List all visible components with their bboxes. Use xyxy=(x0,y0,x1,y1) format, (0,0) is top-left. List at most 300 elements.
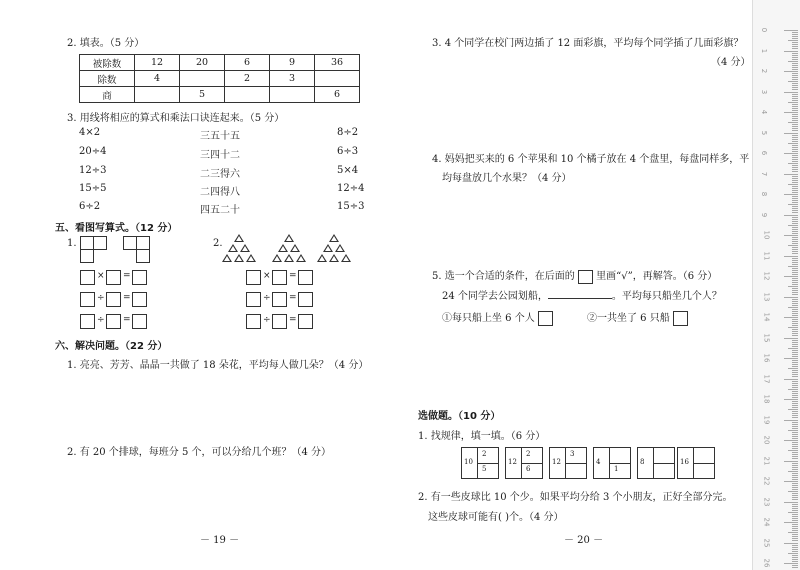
ruler-tick xyxy=(792,233,798,234)
check-box-sample xyxy=(578,270,593,284)
page-number-left: － 19 － xyxy=(200,535,240,546)
problem-5-text-b: 里画“√”，再解答。（6 分） xyxy=(596,271,718,282)
square-shape xyxy=(123,236,137,250)
table-cell[interactable] xyxy=(270,87,315,103)
ruler-tick xyxy=(792,171,798,172)
option-2-checkbox[interactable] xyxy=(673,311,688,326)
ruler-tick xyxy=(788,553,798,554)
ruler-tick xyxy=(792,217,798,218)
table-cell: 6 xyxy=(315,87,360,103)
ruler-tick xyxy=(784,522,798,523)
ruler-number: 20 xyxy=(762,435,771,445)
ruler-number: 5 xyxy=(760,130,769,135)
equals-sign: = xyxy=(289,271,297,281)
ruler-tick xyxy=(792,350,798,351)
ruler-tick xyxy=(792,311,798,312)
optional-section-title: 选做题。（10 分） xyxy=(418,411,501,422)
ruler-tick xyxy=(784,379,798,380)
ruler-tick xyxy=(784,543,798,544)
ruler-tick xyxy=(792,221,798,222)
match-item: 6÷2 xyxy=(79,201,101,212)
ruler-tick xyxy=(792,108,798,109)
ruler-tick xyxy=(784,461,798,462)
ruler-tick xyxy=(792,165,798,166)
match-item: 15÷3 xyxy=(337,201,365,212)
ruler-tick xyxy=(792,186,798,187)
ruler-tick xyxy=(792,469,798,470)
ruler-tick xyxy=(792,303,798,304)
ruler-number: 11 xyxy=(762,251,771,260)
ruler-tick xyxy=(792,452,798,453)
ruler-tick xyxy=(792,67,798,68)
ruler-tick xyxy=(792,63,798,64)
ruler-tick xyxy=(788,327,798,328)
ruler-tick xyxy=(792,251,798,252)
problem-3-score: （4 分） xyxy=(711,57,751,68)
triangle-shape xyxy=(296,254,306,262)
ruler-tick xyxy=(792,428,798,429)
ruler-number: 10 xyxy=(762,230,771,240)
ruler-number: 25 xyxy=(762,538,771,547)
ruler-tick xyxy=(784,133,798,134)
pattern-box[interactable]: 12 3 xyxy=(549,447,587,479)
match-item: 12÷3 xyxy=(79,165,107,176)
ruler-tick xyxy=(792,493,798,494)
answer-box[interactable] xyxy=(132,314,147,329)
match-item: 二四得八 xyxy=(200,187,240,198)
ruler-tick xyxy=(792,393,798,394)
ruler-tick xyxy=(788,409,798,410)
pattern-box[interactable]: 16 xyxy=(677,447,715,479)
ruler-tick xyxy=(784,399,798,400)
optional-q2-line2: 这些皮球可能有( )个。（4 分） xyxy=(428,512,564,523)
equals-sign: = xyxy=(289,293,297,303)
ruler-tick xyxy=(792,413,798,414)
ruler-tick xyxy=(792,538,798,539)
ruler-tick xyxy=(792,36,798,37)
triangle-shape xyxy=(284,234,294,242)
ruler-tick xyxy=(792,124,798,125)
option-2-label: ②一共坐了 6 只船 xyxy=(587,313,670,324)
ruler-tick xyxy=(784,420,798,421)
ruler-tick xyxy=(792,155,798,156)
ruler-number: 15 xyxy=(762,333,771,342)
answer-box[interactable] xyxy=(80,314,95,329)
ruler-tick xyxy=(792,137,798,138)
table-cell[interactable] xyxy=(180,71,225,87)
ruler-tick xyxy=(792,305,798,306)
ruler-tick xyxy=(792,272,798,273)
ruler-tick xyxy=(792,94,798,95)
ruler-tick xyxy=(784,481,798,482)
table-cell: 36 xyxy=(315,55,360,71)
ruler-tick xyxy=(792,411,798,412)
table-row xyxy=(80,71,360,87)
ruler-tick xyxy=(792,42,798,43)
row-header: 商 xyxy=(80,87,135,103)
option-1 xyxy=(442,309,553,326)
ruler-tick xyxy=(792,463,798,464)
ruler-tick xyxy=(784,71,798,72)
answer-box[interactable] xyxy=(272,292,287,307)
ruler-tick xyxy=(792,524,798,525)
row-header: 被除数 xyxy=(80,55,135,71)
ruler-tick xyxy=(792,383,798,384)
divide-sign: ÷ xyxy=(97,315,105,325)
ruler-number: 19 xyxy=(762,415,771,424)
ruler-tick xyxy=(792,149,798,150)
answer-box[interactable] xyxy=(246,292,261,307)
optional-q2-line1: 2. 有一些皮球比 10 个少。如果平均分给 3 个小朋友，正好全部分完。 xyxy=(418,492,733,503)
square-shape xyxy=(136,236,150,250)
ruler-tick xyxy=(792,223,798,224)
ruler-tick xyxy=(792,446,798,447)
row-header: 除数 xyxy=(80,71,135,87)
match-item: 二三得六 xyxy=(200,169,240,180)
times-sign: × xyxy=(263,271,271,281)
ruler-number: 4 xyxy=(760,109,769,115)
ruler-tick xyxy=(788,450,798,451)
problem-5-line1 xyxy=(432,267,717,284)
match-item: 8÷2 xyxy=(337,127,359,138)
ruler-tick xyxy=(788,143,798,144)
triangle-shape xyxy=(317,254,327,262)
ruler-tick xyxy=(792,126,798,127)
answer-box[interactable] xyxy=(106,292,121,307)
ruler-tick xyxy=(792,354,798,355)
match-item: 4×2 xyxy=(79,127,101,138)
ruler-tick xyxy=(792,321,798,322)
ruler-tick xyxy=(792,374,798,375)
ruler-tick xyxy=(792,555,798,556)
ruler-tick xyxy=(792,190,798,191)
ruler-tick xyxy=(784,51,798,52)
ruler-tick xyxy=(792,167,798,168)
ruler-tick xyxy=(792,44,798,45)
triangle-shape xyxy=(246,254,256,262)
triangle-shape xyxy=(222,254,232,262)
ruler-tick xyxy=(792,65,798,66)
ruler-tick xyxy=(788,102,798,103)
ruler-tick xyxy=(792,169,798,170)
ruler-tick xyxy=(784,502,798,503)
ruler-tick xyxy=(792,567,798,568)
ruler-tick xyxy=(792,329,798,330)
ruler-tick xyxy=(792,565,798,566)
ruler-tick xyxy=(792,188,798,189)
ruler-tick xyxy=(792,530,798,531)
ruler-tick xyxy=(792,253,798,254)
ruler-tick xyxy=(792,98,798,99)
answer-box[interactable] xyxy=(298,314,313,329)
ruler-tick xyxy=(792,325,798,326)
ruler-tick xyxy=(792,438,798,439)
ruler-tick xyxy=(792,403,798,404)
answer-box[interactable] xyxy=(272,314,287,329)
problem-3: 3. 4 个同学在校门两边插了 12 面彩旗，平均每个同学插了几面彩旗？ xyxy=(432,38,744,49)
answer-box[interactable] xyxy=(80,292,95,307)
ruler-tick xyxy=(792,424,798,425)
match-item: 5×4 xyxy=(337,165,359,176)
ruler-number: 22 xyxy=(762,476,771,486)
ruler-number: 6 xyxy=(760,150,769,156)
ruler-tick xyxy=(792,434,798,435)
ruler-tick xyxy=(792,79,798,80)
ruler-tick xyxy=(792,497,798,498)
ruler-tick xyxy=(792,161,798,162)
table-cell[interactable] xyxy=(225,87,270,103)
ruler-tick xyxy=(792,294,798,295)
ruler-tick xyxy=(792,391,798,392)
ruler-tick xyxy=(788,389,798,390)
ruler-tick xyxy=(788,81,798,82)
ruler-tick xyxy=(792,106,798,107)
ruler-tick xyxy=(792,561,798,562)
table-cell: 4 xyxy=(135,71,180,87)
page-number-right: － 20 － xyxy=(564,535,604,546)
ruler-tick xyxy=(792,352,798,353)
ruler-tick xyxy=(792,381,798,382)
ruler-tick xyxy=(784,112,798,113)
ruler-tick xyxy=(792,247,798,248)
ruler-tick xyxy=(784,256,798,257)
problem-5-text-d: 。平均每只船坐几个人？ xyxy=(611,291,722,302)
table-cell: 3 xyxy=(270,71,315,87)
ruler-tick xyxy=(792,510,798,511)
ruler-tick xyxy=(792,454,798,455)
option-1-label: ①每只船上坐 6 个人 xyxy=(442,313,535,324)
ruler-tick xyxy=(784,92,798,93)
ruler-tick xyxy=(792,426,798,427)
triangle-shape xyxy=(335,244,345,252)
ruler-tick xyxy=(792,364,798,365)
ruler-tick xyxy=(792,200,798,201)
ruler-number: 0 xyxy=(760,27,769,33)
ruler-tick xyxy=(792,208,798,209)
problem-4-line2: 均每盘放几个水果？（4 分） xyxy=(442,173,572,184)
ruler-tick xyxy=(792,34,798,35)
ruler-tick xyxy=(784,194,798,195)
ruler-tick xyxy=(792,147,798,148)
ruler-tick xyxy=(792,151,798,152)
answer-box[interactable] xyxy=(80,270,95,285)
ruler-tick xyxy=(792,448,798,449)
ruler-tick xyxy=(792,506,798,507)
ruler-tick xyxy=(792,210,798,211)
ruler-tick xyxy=(788,184,798,185)
ruler-number: 24 xyxy=(762,517,771,527)
ruler-tick xyxy=(792,145,798,146)
ruler-tick xyxy=(792,87,798,88)
ruler-tick xyxy=(792,442,798,443)
ruler-tick xyxy=(792,489,798,490)
ruler-tick xyxy=(792,518,798,519)
ruler-tick xyxy=(792,344,798,345)
ruler-tick xyxy=(784,297,798,298)
ruler-tick xyxy=(792,487,798,488)
ruler-tick xyxy=(792,258,798,259)
ruler-tick xyxy=(792,182,798,183)
q2-title: 2. 填表。（5 分） xyxy=(67,38,145,49)
answer-box[interactable] xyxy=(298,292,313,307)
ruler-tick xyxy=(792,32,798,33)
ruler-tick xyxy=(792,241,798,242)
ruler-number: 12 xyxy=(762,271,771,281)
ruler-tick xyxy=(792,356,798,357)
ruler-tick xyxy=(792,346,798,347)
problem-5-text-a: 5. 选一个合适的条件，在后面的 xyxy=(432,271,575,282)
option-1-checkbox[interactable] xyxy=(538,311,553,326)
pattern-box[interactable]: 4 1 xyxy=(593,447,631,479)
ruler-tick xyxy=(784,317,798,318)
equals-sign: = xyxy=(123,293,131,303)
ruler-tick xyxy=(792,57,798,58)
ruler-tick xyxy=(792,159,798,160)
problem-2: 2. 有 20 个排球，每班分 5 个，可以分给几个班？（4 分） xyxy=(67,447,332,458)
ruler-tick xyxy=(792,46,798,47)
answer-box[interactable] xyxy=(298,270,313,285)
ruler-number: 7 xyxy=(760,171,769,176)
ruler-tick xyxy=(784,153,798,154)
ruler-number: 16 xyxy=(762,353,771,363)
ruler-tick xyxy=(792,237,798,238)
ruler-tick xyxy=(788,225,798,226)
ruler-tick xyxy=(792,315,798,316)
ruler-tick xyxy=(788,122,798,123)
ruler-tick xyxy=(784,235,798,236)
ruler-tick xyxy=(792,417,798,418)
match-item: 20÷4 xyxy=(79,146,107,157)
ruler-number: 17 xyxy=(762,374,771,383)
ruler-tick xyxy=(792,128,798,129)
match-item: 6÷3 xyxy=(337,146,359,157)
ruler-tick xyxy=(792,100,798,101)
ruler-tick xyxy=(784,174,798,175)
ruler-tick xyxy=(792,405,798,406)
answer-box[interactable] xyxy=(106,314,121,329)
ruler-tick xyxy=(792,139,798,140)
answer-box[interactable] xyxy=(246,314,261,329)
ruler-number: 18 xyxy=(762,394,771,404)
match-item: 四五二十 xyxy=(200,205,240,216)
ruler-tick xyxy=(792,323,798,324)
ruler-number: 3 xyxy=(760,89,769,94)
ruler-number: 1 xyxy=(760,48,769,53)
ruler-number: 21 xyxy=(762,456,771,465)
answer-box[interactable] xyxy=(132,270,147,285)
answer-box[interactable] xyxy=(272,270,287,285)
triangle-shape xyxy=(329,234,339,242)
ruler-tick xyxy=(788,368,798,369)
ruler-tick xyxy=(792,401,798,402)
ruler-tick xyxy=(792,116,798,117)
ruler-tick xyxy=(788,512,798,513)
table-cell[interactable] xyxy=(315,71,360,87)
ruler-tick xyxy=(792,270,798,271)
ruler-tick xyxy=(792,176,798,177)
ruler-tick xyxy=(792,444,798,445)
ruler-tick xyxy=(792,83,798,84)
ruler-tick xyxy=(792,114,798,115)
ruler-tick xyxy=(788,266,798,267)
triangle-shape xyxy=(290,244,300,252)
ruler-tick xyxy=(784,440,798,441)
ruler-tick xyxy=(792,229,798,230)
ruler-tick xyxy=(792,395,798,396)
ruler-tick xyxy=(792,340,798,341)
fill-table xyxy=(79,54,360,103)
ruler-tick xyxy=(792,120,798,121)
ruler-tick xyxy=(792,301,798,302)
ruler-tick xyxy=(788,163,798,164)
triangle-shape xyxy=(240,244,250,252)
answer-blank[interactable] xyxy=(548,288,612,299)
ruler-tick xyxy=(792,249,798,250)
pattern-box[interactable]: 8 xyxy=(637,447,675,479)
ruler-tick xyxy=(788,61,798,62)
ruler-tick xyxy=(792,559,798,560)
ruler-tick xyxy=(792,545,798,546)
ruler-tick xyxy=(792,104,798,105)
pattern-box: 12 2 6 xyxy=(505,447,543,479)
ruler-tick xyxy=(792,432,798,433)
ruler-tick xyxy=(788,245,798,246)
ruler-tick xyxy=(792,526,798,527)
triangle-shape xyxy=(341,254,351,262)
pattern-box: 10 2 5 xyxy=(461,447,499,479)
ruler-tick xyxy=(792,85,798,86)
ruler-tick xyxy=(792,180,798,181)
ruler-tick xyxy=(792,415,798,416)
ruler-tick xyxy=(792,551,798,552)
table-cell: 6 xyxy=(225,55,270,71)
match-item: 三四十二 xyxy=(200,150,240,161)
ruler-tick xyxy=(792,219,798,220)
ruler-tick xyxy=(792,243,798,244)
ruler-tick xyxy=(792,118,798,119)
ruler-tick xyxy=(792,508,798,509)
ruler-tick xyxy=(792,499,798,500)
ruler-tick xyxy=(792,372,798,373)
option-2 xyxy=(587,309,688,326)
ruler-tick xyxy=(792,292,798,293)
ruler-tick xyxy=(792,110,798,111)
sec5-label-2: 2. xyxy=(213,238,223,249)
table-row xyxy=(80,87,360,103)
ruler-tick xyxy=(792,360,798,361)
ruler-tick xyxy=(792,557,798,558)
ruler-tick xyxy=(792,206,798,207)
equals-sign: = xyxy=(123,271,131,281)
table-cell[interactable] xyxy=(135,87,180,103)
ruler-tick xyxy=(792,260,798,261)
answer-box[interactable] xyxy=(246,270,261,285)
ruler-tick xyxy=(792,202,798,203)
ruler-tick xyxy=(792,278,798,279)
ruler-tick xyxy=(792,299,798,300)
ruler-tick xyxy=(792,366,798,367)
ruler-tick xyxy=(792,268,798,269)
answer-box[interactable] xyxy=(106,270,121,285)
answer-box[interactable] xyxy=(132,292,147,307)
ruler-tick xyxy=(792,198,798,199)
table-cell: 12 xyxy=(135,55,180,71)
ruler-tick xyxy=(792,467,798,468)
ruler-tick xyxy=(788,471,798,472)
problem-4-line1: 4. 妈妈把买来的 6 个苹果和 10 个橘子放在 4 个盘里，每盘同样多，平 xyxy=(432,154,750,165)
square-shape xyxy=(93,236,107,250)
ruler-tick xyxy=(792,262,798,263)
